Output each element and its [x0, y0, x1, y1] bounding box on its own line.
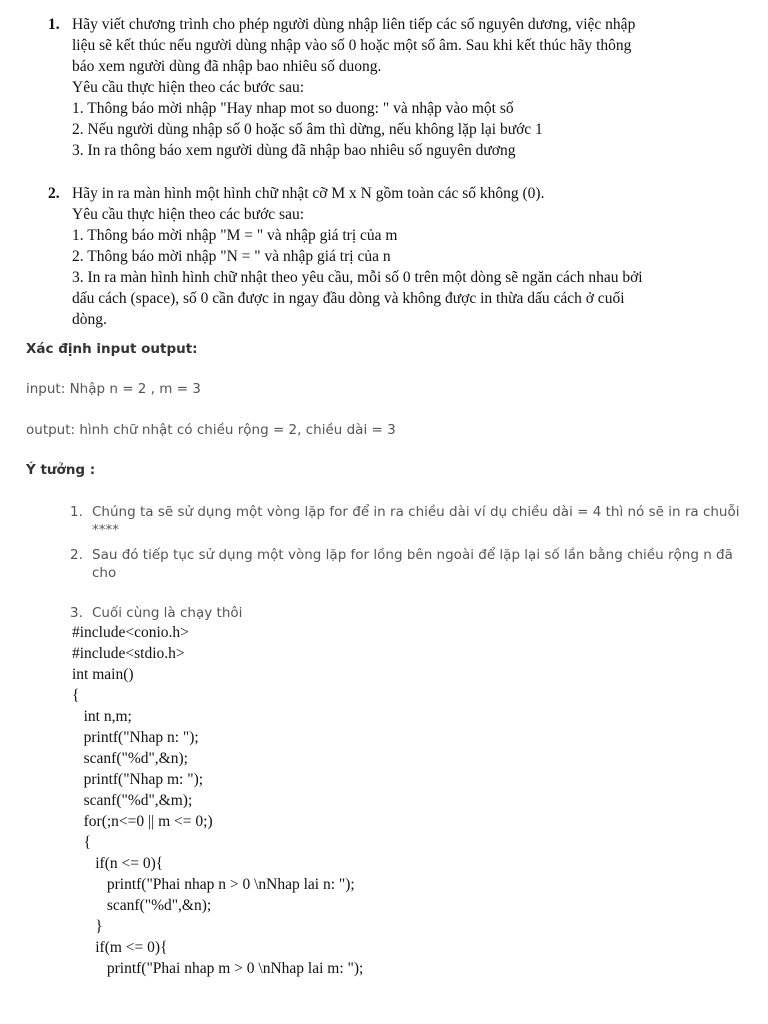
idea-step-3 — [70, 604, 740, 622]
idea-step-text: Cuối cùng là chạy thôi — [92, 605, 243, 621]
problem-2-line: 2. Thông báo mời nhập "N = " và nhập giá trị của n — [72, 248, 391, 265]
code-line: { — [72, 834, 92, 851]
idea-step-number: 2. — [70, 547, 83, 563]
problem-1-line: liệu sẽ kết thúc nếu người dùng nhập vào số 0 hoặc một số âm. Sau khi kết thúc hãy thông — [72, 37, 632, 54]
code-line: scanf("%d",&m); — [72, 792, 193, 809]
problem-2 — [48, 183, 738, 330]
code-line: scanf("%d",&n); — [72, 897, 212, 914]
idea-step-2 — [70, 546, 740, 582]
problem-1-line: báo xem người dùng đã nhập bao nhiêu số duong. — [72, 58, 382, 75]
problem-2-line: Hãy in ra màn hình một hình chữ nhật cỡ M x N gồm toàn các số không (0). — [72, 185, 545, 202]
code-line: printf("Phai nhap m > 0 \nNhap lai m: "); — [72, 960, 364, 977]
code-line: if(m <= 0){ — [72, 939, 168, 956]
idea-step-number: 3. — [70, 605, 83, 621]
idea-step-1 — [70, 503, 740, 539]
problem-1-line: 2. Nếu người dùng nhập số 0 hoặc số âm thì dừng, nếu không lặp lại bước 1 — [72, 121, 543, 138]
problem-1 — [48, 14, 738, 161]
idea-step-text: Sau đó tiếp tục sử dụng một vòng lặp for lồng bên ngoài để lặp lại số lần bằng chiều rộng n đã cho — [92, 547, 733, 581]
problem-1-line: Hãy viết chương trình cho phép người dùng nhập liên tiếp các số nguyên dương, việc nhập — [72, 16, 636, 33]
problem-2-line: dấu cách (space), số 0 cần được in ngay đầu dòng và không được in thừa dấu cách ở cuối — [72, 290, 625, 307]
idea-step-number: 1. — [70, 504, 83, 520]
problem-2-line: 3. In ra màn hình hình chữ nhật theo yêu cầu, mỗi số 0 trên một dòng sẽ ngăn cách nhau bởi — [72, 269, 643, 286]
code-block — [72, 622, 732, 979]
problem-1-line: Yêu cầu thực hiện theo các bước sau: — [72, 79, 305, 96]
problem-1-line: 1. Thông báo mời nhập "Hay nhap mot so duong: " và nhập vào một số — [72, 100, 514, 117]
problem-2-line: Yêu cầu thực hiện theo các bước sau: — [72, 206, 305, 223]
code-line: #include<stdio.h> — [72, 645, 185, 662]
problem-1-line: 3. In ra thông báo xem người dùng đã nhập bao nhiêu số nguyên dương — [72, 142, 516, 159]
io-output: output: hình chữ nhật có chiều rộng = 2, chiều dài = 3 — [26, 422, 396, 438]
problem-2-line: dòng. — [72, 311, 107, 328]
code-line: { — [72, 687, 80, 704]
code-line: } — [72, 918, 103, 935]
io-heading: Xác định input output: — [26, 341, 198, 357]
code-line: printf("Nhap m: "); — [72, 771, 204, 788]
code-line: int n,m; — [72, 708, 132, 725]
io-input: input: Nhập n = 2 , m = 3 — [26, 381, 201, 397]
code-line: printf("Nhap n: "); — [72, 729, 199, 746]
code-line: int main() — [72, 666, 134, 683]
code-line: for(;n<=0 || m <= 0;) — [72, 813, 213, 830]
problem-1-number: 1. — [48, 16, 60, 33]
code-line: printf("Phai nhap n > 0 \nNhap lai n: "); — [72, 876, 355, 893]
idea-heading: Ý tưởng : — [26, 462, 96, 478]
idea-step-text: Chúng ta sẽ sử dụng một vòng lặp for để in ra chiều dài ví dụ chiều dài = 4 thì nó sẽ in ra chuỗi **** — [92, 504, 740, 538]
code-line: scanf("%d",&n); — [72, 750, 188, 767]
problem-2-number: 2. — [48, 185, 60, 202]
code-line: #include<conio.h> — [72, 624, 189, 641]
code-line: if(n <= 0){ — [72, 855, 164, 872]
problem-2-line: 1. Thông báo mời nhập "M = " và nhập giá trị của m — [72, 227, 398, 244]
